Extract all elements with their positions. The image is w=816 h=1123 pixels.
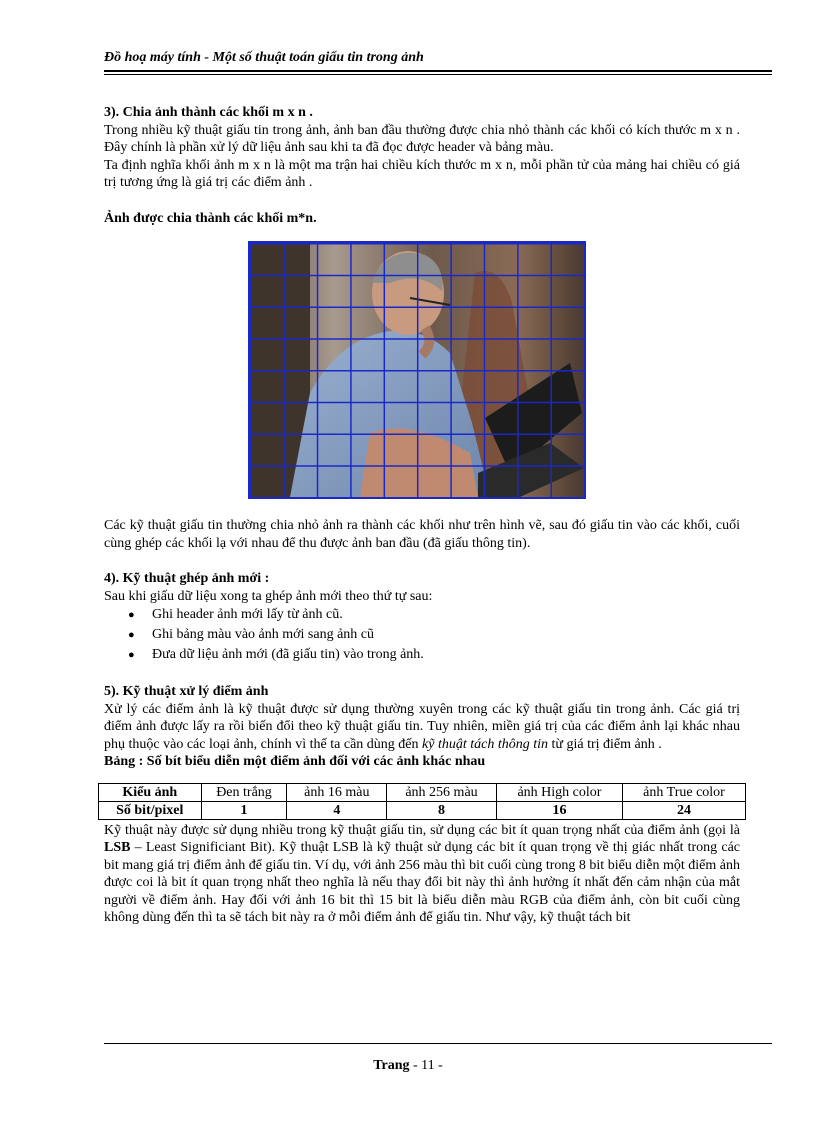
section-5-heading: 5). Kỹ thuật xử lý điểm ảnh <box>104 684 269 699</box>
block-grid-overlay <box>250 243 584 497</box>
table-cell: Đen trắng <box>201 783 287 801</box>
table-header-row <box>99 783 746 801</box>
figure-container <box>104 241 740 499</box>
paragraph-text: từ giá trị điểm ảnh . <box>551 736 662 752</box>
bits-per-pixel-table <box>98 783 746 820</box>
spacer <box>104 665 740 683</box>
spacer <box>104 552 740 570</box>
table-cell: Kiểu ảnh <box>99 783 202 801</box>
list-item: ● Đưa dữ liệu ảnh mới (đã giấu tin) vào trong ảnh. <box>128 645 740 665</box>
list-item: ● Ghi header ảnh mới lấy từ ảnh cũ. <box>128 605 740 625</box>
section-5-paragraph-1 <box>104 701 740 754</box>
page-footer <box>0 1058 816 1074</box>
table-cell: 8 <box>387 801 497 819</box>
figure-caption: Ảnh được chia thành các khối m*n. <box>104 210 317 226</box>
table-caption: Bảng : Số bít biểu diễn một điểm ảnh đối với các ảnh khác nhau <box>104 754 486 769</box>
table-cell: 4 <box>287 801 387 819</box>
page-content <box>104 104 740 927</box>
table-cell: 24 <box>623 801 746 819</box>
table-cell: 16 <box>496 801 622 819</box>
section-3-paragraph-2: Ta định nghĩa khối ảnh m x n là một ma trận hai chiều kích thước m x n, mỗi phần tử của mảng hai chiều có giá trị tương ứng là giá trị các điểm ảnh . <box>104 157 740 190</box>
section-3-paragraph-3: Các kỹ thuật giấu tin thường chia nhỏ ảnh ra thành các khối như trên hình vẽ, sau đó giấu tin vào các khối, cuối cùng ghép các khối lạ với nhau để thu được ảnh ban đầu (đã giấu thông tin). <box>104 518 740 551</box>
table-cell: Số bit/pixel <box>99 801 202 819</box>
section-4-intro: Sau khi giấu dữ liệu xong ta ghép ảnh mới theo thứ tự sau: <box>104 588 433 604</box>
running-header: Đồ hoạ máy tính - Một số thuật toán giấu tin trong ảnh <box>104 50 424 65</box>
spacer <box>104 192 740 210</box>
table-cell: ảnh High color <box>496 783 622 801</box>
table-cell: ảnh 16 màu <box>287 783 387 801</box>
paragraph-text: – Least Significiant Bit). Kỹ thuật LSB là kỹ thuật sử dụng các bit ít quan trọng về thị giác nhất trong các bit mang giá trị điểm ảnh để giấu tin. Ví dụ, với ảnh 256 màu thì bit cuối cùng trong 8 bit biểu diễn một điểm ảnh được coi là bit ít quan trọng nhất theo nghĩa là nếu thay đổi bit này thì ảnh hưởng ít nhất đến cảm nhận của mắt người về điểm ảnh. Hay đối với ảnh 16 bit thì 15 bit là biểu diễn màu RGB của điểm ảnh, còn bit cuối cùng không dùng đến thì ta sẽ tách bit này ra ở mỗi điểm ảnh để giấu tin. Như vậy, kỹ thuật tách bit <box>104 840 741 925</box>
table-row <box>99 801 746 819</box>
table-cell: 1 <box>201 801 287 819</box>
section-4-heading: 4). Kỹ thuật ghép ảnh mới : <box>104 571 270 586</box>
header-rule-thin <box>104 74 772 75</box>
page-number: - 11 - <box>413 1058 443 1073</box>
paragraph-text: Xử lý các điểm ảnh là kỹ thuật được sử dụng thường xuyên trong các kỹ thuật giấu tin trong ảnh. Các giá trị điểm ảnh được lấy ra rồi biến đổi theo kỹ thuật giấu tin. Tuy nhiên, miền giá trị của các điểm ảnh lại khác nhau phụ thuộc vào các loại ảnh, chính vì thế ta cần dùng đến <box>104 701 740 752</box>
list-item: ● Ghi bảng màu vào ảnh mới sang ảnh cũ <box>128 625 740 645</box>
footer-rule <box>104 1043 772 1044</box>
paragraph-text: Kỹ thuật này được sử dụng nhiều trong kỹ thuật giấu tin, sử dụng các bit ít quan trọng nhất của điểm ảnh (gọi là <box>104 822 740 838</box>
gridded-photo-figure <box>248 241 586 499</box>
header-rule <box>104 70 772 72</box>
section-3-paragraph-1: Trong nhiều kỹ thuật giấu tin trong ảnh, ảnh ban đầu thường được chia nhỏ thành các khối có kích thước m x n . Đây chính là phần xử lý dữ liệu ảnh sau khi ta đã đọc được header và bảng màu. <box>104 122 740 155</box>
lsb-term: LSB <box>104 840 131 855</box>
table-cell: ảnh True color <box>623 783 746 801</box>
section-5-paragraph-2 <box>104 822 740 927</box>
table-cell: ảnh 256 màu <box>387 783 497 801</box>
italic-term: kỹ thuật tách thông tin <box>422 736 548 752</box>
bullet-list <box>104 605 740 665</box>
footer-label: Trang <box>373 1058 410 1073</box>
spacer <box>104 499 740 517</box>
section-3-heading: 3). Chia ảnh thành các khối m x n . <box>104 105 313 120</box>
